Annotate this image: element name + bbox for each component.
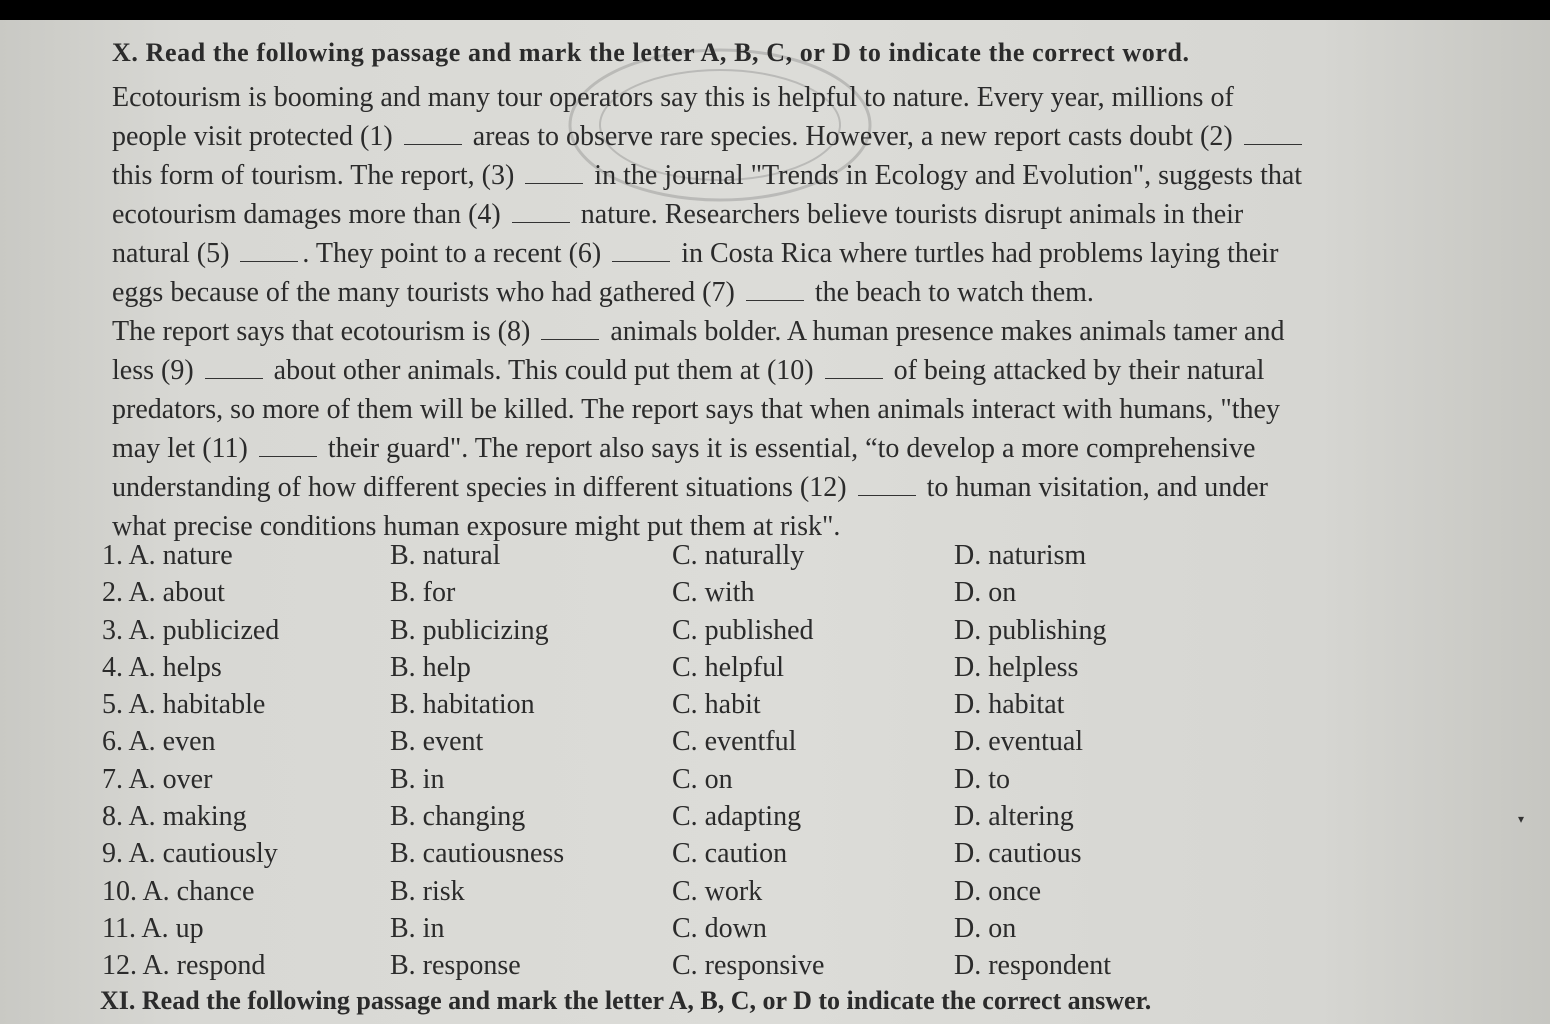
option-d[interactable]: D. once bbox=[954, 875, 1042, 907]
top-dark-band bbox=[0, 0, 1550, 20]
question-row bbox=[102, 577, 1202, 614]
passage-text: what precise conditions human exposure might put them at risk". bbox=[112, 511, 841, 542]
question-row bbox=[102, 652, 1202, 689]
answer-blank[interactable] bbox=[205, 356, 263, 379]
option-b[interactable]: B. publicizing bbox=[390, 614, 549, 646]
answer-blank[interactable] bbox=[404, 122, 462, 145]
option-b[interactable]: B. response bbox=[390, 950, 521, 982]
passage-text: understanding of how different species in different situations (12) bbox=[112, 472, 854, 503]
option-a[interactable]: 1. A. nature bbox=[102, 540, 233, 571]
passage-text: ecotourism damages more than (4) bbox=[112, 199, 508, 230]
option-d[interactable]: D. to bbox=[954, 763, 1010, 795]
option-a[interactable]: 11. A. up bbox=[102, 912, 204, 944]
option-d[interactable]: D. cautious bbox=[954, 838, 1082, 870]
option-c[interactable]: C. naturally bbox=[672, 540, 805, 571]
passage-line bbox=[112, 351, 1472, 390]
option-d[interactable]: D. respondent bbox=[954, 950, 1112, 982]
passage-text: in the journal "Trends in Ecology and Evolution", suggests that bbox=[587, 160, 1303, 191]
passage-text: predators, so more of them will be killed. The report says that when animals interact with humans, "they bbox=[112, 394, 1280, 425]
passage-text: eggs because of the many tourists who had gathered (7) bbox=[112, 277, 742, 308]
option-b[interactable]: B. in bbox=[390, 912, 445, 944]
question-row bbox=[102, 689, 1202, 726]
margin-arrow-icon: ▾ bbox=[1518, 812, 1525, 826]
question-row bbox=[102, 726, 1202, 763]
option-c[interactable]: C. adapting bbox=[672, 801, 802, 833]
question-row bbox=[102, 876, 1202, 913]
option-a[interactable]: 7. A. over bbox=[102, 763, 213, 795]
answer-blank[interactable] bbox=[512, 200, 570, 223]
passage-line bbox=[112, 234, 1472, 273]
passage-text: animals bolder. A human presence makes animals tamer and bbox=[603, 316, 1285, 347]
option-c[interactable]: C. published bbox=[672, 614, 814, 646]
passage-line bbox=[112, 429, 1472, 468]
answer-blank[interactable] bbox=[1244, 122, 1302, 145]
answer-options bbox=[102, 540, 1202, 988]
option-b[interactable]: B. natural bbox=[390, 540, 501, 571]
passage-text: in Costa Rica where turtles had problems laying their bbox=[674, 238, 1279, 269]
section-x-heading: X. Read the following passage and mark the letter A, B, C, or D to indicate the correct word. bbox=[112, 38, 1190, 67]
option-a[interactable]: 9. A. cautiously bbox=[102, 838, 278, 870]
option-c[interactable]: C. helpful bbox=[672, 651, 784, 683]
answer-blank[interactable] bbox=[259, 434, 317, 457]
option-b[interactable]: B. for bbox=[390, 577, 456, 609]
option-c[interactable]: C. responsive bbox=[672, 950, 825, 982]
passage-line bbox=[112, 273, 1472, 312]
option-c[interactable]: C. with bbox=[672, 577, 755, 609]
option-d[interactable]: D. eventual bbox=[954, 726, 1084, 758]
option-c[interactable]: C. eventful bbox=[672, 726, 797, 758]
option-b[interactable]: B. risk bbox=[390, 875, 465, 907]
passage-text: Ecotourism is booming and many tour operators say this is helpful to nature. Every year, millions of bbox=[112, 82, 1234, 113]
option-c[interactable]: C. on bbox=[672, 763, 733, 795]
passage-text: people visit protected (1) bbox=[112, 121, 400, 152]
section-xi-heading: XI. Read the following passage and mark the letter A, B, C, or D to indicate the correct answer. bbox=[100, 986, 1152, 1015]
answer-blank[interactable] bbox=[240, 239, 298, 262]
answer-blank[interactable] bbox=[746, 278, 804, 301]
reading-passage bbox=[112, 78, 1472, 546]
passage-text: may let (11) bbox=[112, 433, 255, 464]
answer-blank[interactable] bbox=[612, 239, 670, 262]
question-row bbox=[102, 838, 1202, 875]
option-b[interactable]: B. changing bbox=[390, 801, 526, 833]
question-row bbox=[102, 764, 1202, 801]
option-a[interactable]: 12. A. respond bbox=[102, 950, 266, 982]
option-c[interactable]: C. habit bbox=[672, 689, 761, 721]
passage-text: The report says that ecotourism is (8) bbox=[112, 316, 538, 347]
passage-line bbox=[112, 117, 1472, 156]
option-b[interactable]: B. in bbox=[390, 763, 445, 795]
answer-blank[interactable] bbox=[825, 356, 883, 379]
passage-text: to human visitation, and under bbox=[919, 472, 1268, 503]
question-row bbox=[102, 801, 1202, 838]
passage-line bbox=[112, 390, 1472, 429]
passage-text: this form of tourism. The report, (3) bbox=[112, 160, 522, 191]
passage-text: their guard". The report also says it is essential, “to develop a more comprehensive bbox=[320, 433, 1256, 464]
question-row bbox=[102, 540, 1202, 577]
passage-text: natural (5) bbox=[112, 238, 237, 269]
option-d[interactable]: D. helpless bbox=[954, 651, 1079, 683]
passage-text: less (9) bbox=[112, 355, 201, 386]
option-b[interactable]: B. cautiousness bbox=[390, 838, 565, 870]
option-a[interactable]: 4. A. helps bbox=[102, 651, 222, 683]
option-c[interactable]: C. caution bbox=[672, 838, 788, 870]
option-d[interactable]: D. altering bbox=[954, 801, 1074, 833]
passage-text: the beach to watch them. bbox=[807, 277, 1094, 308]
passage-text: nature. Researchers believe tourists disrupt animals in their bbox=[573, 199, 1244, 230]
option-a[interactable]: 2. A. about bbox=[102, 577, 225, 609]
passage-line bbox=[112, 78, 1472, 117]
option-d[interactable]: D. naturism bbox=[954, 540, 1087, 571]
answer-blank[interactable] bbox=[525, 161, 583, 184]
option-b[interactable]: B. habitation bbox=[390, 689, 535, 721]
option-d[interactable]: D. on bbox=[954, 912, 1017, 944]
option-a[interactable]: 8. A. making bbox=[102, 801, 247, 833]
passage-text: of being attacked by their natural bbox=[886, 355, 1265, 386]
passage-line bbox=[112, 195, 1472, 234]
option-b[interactable]: B. event bbox=[390, 726, 484, 758]
option-a[interactable]: 5. A. habitable bbox=[102, 689, 266, 721]
option-a[interactable]: 6. A. even bbox=[102, 726, 216, 758]
option-c[interactable]: C. down bbox=[672, 912, 767, 944]
option-d[interactable]: D. on bbox=[954, 577, 1017, 609]
option-a[interactable]: 10. A. chance bbox=[102, 875, 255, 907]
option-d[interactable]: D. habitat bbox=[954, 689, 1065, 721]
question-row bbox=[102, 913, 1202, 950]
option-d[interactable]: D. publishing bbox=[954, 614, 1107, 646]
passage-text: areas to observe rare species. However, a new report casts doubt (2) bbox=[465, 121, 1240, 152]
answer-blank[interactable] bbox=[858, 473, 916, 496]
passage-line bbox=[112, 312, 1472, 351]
option-b[interactable]: B. help bbox=[390, 651, 471, 683]
question-row bbox=[102, 615, 1202, 652]
passage-line bbox=[112, 156, 1472, 195]
option-a[interactable]: 3. A. publicized bbox=[102, 614, 280, 646]
answer-blank[interactable] bbox=[541, 317, 599, 340]
passage-line bbox=[112, 468, 1472, 507]
question-row bbox=[102, 950, 1202, 987]
option-c[interactable]: C. work bbox=[672, 875, 763, 907]
passage-text: about other animals. This could put them at (10) bbox=[266, 355, 821, 386]
passage-text: . They point to a recent (6) bbox=[302, 238, 609, 269]
